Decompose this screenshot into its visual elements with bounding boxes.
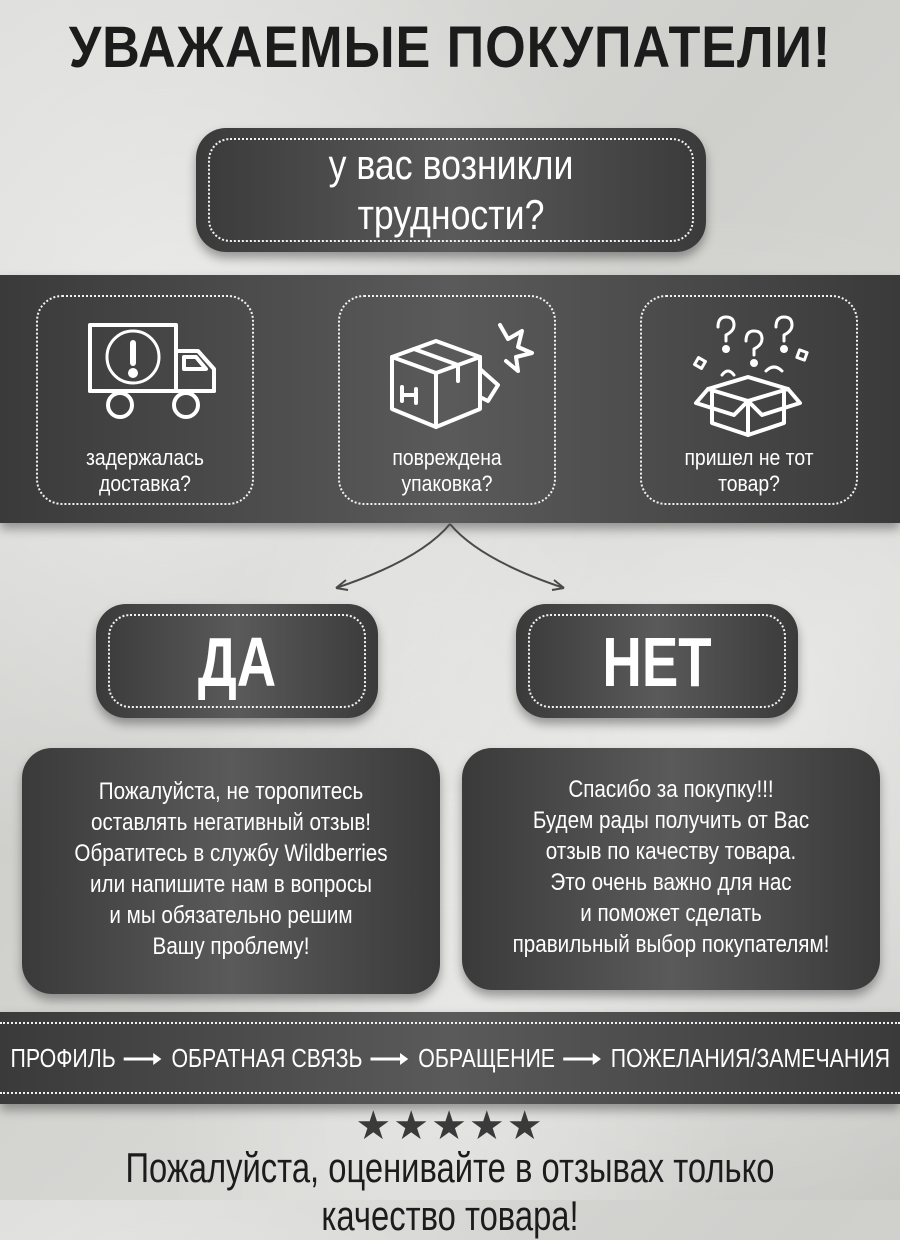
question-box-icon <box>642 305 856 441</box>
problem-label-delivery: задержалась доставка? <box>85 445 205 496</box>
feedback-path-band <box>0 1012 900 1104</box>
path-step-profile: ПРОФИЛЬ <box>10 1042 116 1073</box>
problem-card-packaging <box>338 295 556 505</box>
question-panel <box>196 128 706 252</box>
bottom-note: Пожалуйста, оценивайте в отзывах только качество товара! <box>125 1144 775 1239</box>
problem-card-delivery <box>36 295 254 505</box>
no-panel <box>516 604 798 718</box>
no-message: Спасибо за покупку!!! Будем рады получить от Вас отзыв по качеству товара. Это очень важно для нас и поможет сделать правильный выбор покупателям! <box>512 776 830 958</box>
problem-label-wrong-item: пришел не тот товар? <box>684 445 814 496</box>
yes-message: Пожалуйста, не торопитесь оставлять негативный отзыв! Обратитесь в службу Wildberries или напишите нам в вопросы и мы обязательно решим Вашу проблему! <box>74 778 388 960</box>
path-step-feedback: ОБРАТНАЯ СВЯЗЬ <box>171 1042 363 1073</box>
arrow-right-icon <box>124 1043 163 1074</box>
page-title: УВАЖАЕМЫЕ ПОКУПАТЕЛИ! <box>68 15 832 80</box>
damaged-box-icon <box>340 305 554 441</box>
problems-band <box>0 275 900 523</box>
arrow-left <box>336 524 450 588</box>
rating-stars <box>0 1106 900 1146</box>
arrow-right-icon <box>370 1043 409 1074</box>
yes-label: ДА <box>197 623 277 701</box>
truck-warning-icon <box>38 305 252 441</box>
question-text <box>234 140 668 240</box>
yes-panel <box>96 604 378 718</box>
path-band-top-border <box>0 1022 900 1024</box>
yes-message-panel <box>22 748 440 994</box>
problem-card-wrong-item <box>640 295 858 505</box>
problem-label-packaging: повреждена упаковка? <box>392 445 502 496</box>
no-label: НЕТ <box>602 623 712 701</box>
question-line-2: трудности? <box>357 191 545 238</box>
star-icon: ★★★★★ <box>355 1104 545 1148</box>
arrow-right <box>450 524 564 588</box>
feedback-path <box>0 1040 900 1076</box>
arrow-right-icon <box>563 1043 602 1074</box>
path-band-bottom-border <box>0 1092 900 1094</box>
branch-arrows <box>300 520 600 600</box>
path-step-appeal: ОБРАЩЕНИЕ <box>418 1042 555 1073</box>
path-step-wishes: ПОЖЕЛАНИЯ/ЗАМЕЧАНИЯ <box>610 1042 890 1073</box>
no-message-panel <box>462 748 880 990</box>
question-line-1: у вас возникли <box>328 141 574 188</box>
